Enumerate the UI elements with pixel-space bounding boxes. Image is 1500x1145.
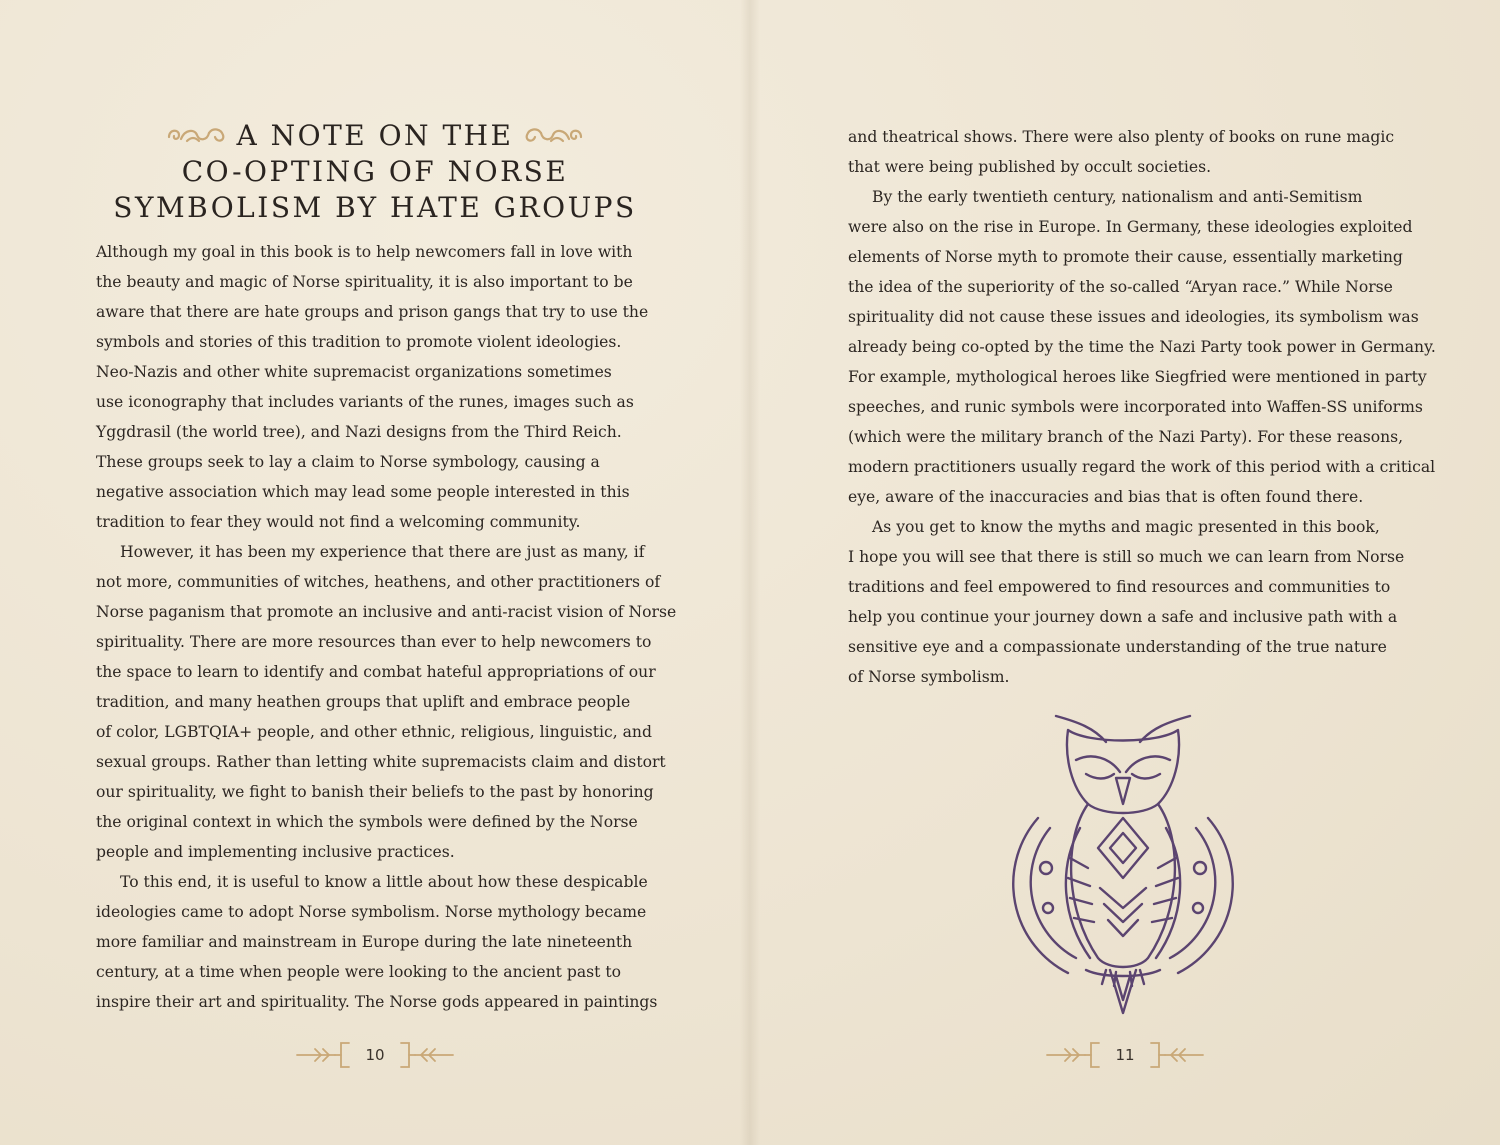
text-line: use iconography that includes variants of the runes, images such as [96, 393, 634, 411]
title-line-1-row [155, 119, 596, 152]
title-line-3: SYMBOLISM BY HATE GROUPS [113, 191, 637, 224]
right-title-ornament-icon [523, 123, 585, 147]
text-line: Norse paganism that promote an inclusive and anti-racist vision of Norse [96, 603, 677, 621]
text-line: of color, LGBTQIA+ people, and other ethnic, religious, linguistic, and [96, 723, 652, 741]
text-line: help you continue your journey down a safe and inclusive path with a [848, 608, 1398, 626]
title-line-1: A NOTE ON THE [236, 119, 514, 152]
text-line: eye, aware of the inaccuracies and bias that is often found there. [848, 488, 1364, 506]
page-number: 10 [365, 1046, 385, 1064]
text-line: tradition, and many heathen groups that uplift and embrace people [96, 693, 631, 711]
text-line: the beauty and magic of Norse spirituality, it is also important to be [96, 273, 633, 291]
text-line: century, at a time when people were looking to the ancient past to [96, 963, 622, 981]
text-line: spirituality did not cause these issues and ideologies, its symbolism was [848, 308, 1419, 326]
text-line: spirituality. There are more resources than ever to help newcomers to [96, 633, 652, 651]
text-line: To this end, it is useful to know a little about how these despicable [120, 873, 648, 891]
right-body-text [848, 122, 1448, 692]
text-line: As you get to know the myths and magic presented in this book, [872, 518, 1380, 536]
left-body-text [96, 237, 696, 1017]
text-line: the idea of the superiority of the so-called “Aryan race.” While Norse [848, 278, 1393, 296]
text-line: were also on the rise in Europe. In Germany, these ideologies exploited [848, 218, 1413, 236]
folio-left-ornament-icon [295, 1040, 353, 1070]
title-line-2: CO-OPTING OF NORSE [181, 155, 569, 188]
text-line: of Norse symbolism. [848, 668, 1010, 686]
text-line: people and implementing inclusive practices. [96, 843, 455, 861]
text-line: However, it has been my experience that there are just as many, if [120, 543, 645, 561]
text-line: inspire their art and spirituality. The Norse gods appeared in paintings [96, 993, 658, 1011]
text-line: Yggdrasil (the world tree), and Nazi designs from the Third Reich. [96, 423, 622, 441]
text-line: traditions and feel empowered to find resources and communities to [848, 578, 1391, 596]
text-line: symbols and stories of this tradition to promote violent ideologies. [96, 333, 622, 351]
left-page-folio [275, 1040, 475, 1070]
text-line: tradition to fear they would not find a welcoming community. [96, 513, 581, 531]
text-line: our spirituality, we fight to banish their beliefs to the past by honoring [96, 783, 654, 801]
page-number: 11 [1115, 1046, 1135, 1064]
text-line: These groups seek to lay a claim to Norse symbology, causing a [96, 453, 600, 471]
text-line: Neo-Nazis and other white supremacist organizations sometimes [96, 363, 612, 381]
text-line: elements of Norse myth to promote their cause, essentially marketing [848, 248, 1403, 266]
folio-right-ornament-icon [1147, 1040, 1205, 1070]
text-line: speeches, and runic symbols were incorporated into Waffen-SS uniforms [848, 398, 1423, 416]
text-line: sexual groups. Rather than letting white supremacists claim and distort [96, 753, 666, 771]
text-line: By the early twentieth century, nationalism and anti-Semitism [872, 188, 1363, 206]
text-line: more familiar and mainstream in Europe during the late nineteenth [96, 933, 633, 951]
right-page [750, 0, 1500, 1145]
text-line: (which were the military branch of the Nazi Party). For these reasons, [848, 428, 1404, 446]
text-line: aware that there are hate groups and prison gangs that try to use the [96, 303, 649, 321]
text-line: already being co-opted by the time the Nazi Party took power in Germany. [848, 338, 1436, 356]
left-title-ornament-icon [165, 123, 227, 147]
text-line: ideologies came to adopt Norse symbolism. Norse mythology became [96, 903, 647, 921]
text-line: the original context in which the symbols were defined by the Norse [96, 813, 638, 831]
folio-right-ornament-icon [397, 1040, 455, 1070]
folio-left-ornament-icon [1045, 1040, 1103, 1070]
owl-icon [998, 708, 1248, 1018]
right-page-folio [1025, 1040, 1225, 1070]
chapter-title [60, 118, 690, 226]
text-line: and theatrical shows. There were also plenty of books on rune magic [848, 128, 1395, 146]
text-line: I hope you will see that there is still so much we can learn from Norse [848, 548, 1405, 566]
text-line: For example, mythological heroes like Siegfried were mentioned in party [848, 368, 1427, 386]
text-line: sensitive eye and a compassionate understanding of the true nature [848, 638, 1387, 656]
text-line: Although my goal in this book is to help newcomers fall in love with [96, 243, 633, 261]
text-line: negative association which may lead some people interested in this [96, 483, 630, 501]
text-line: modern practitioners usually regard the work of this period with a critical [848, 458, 1436, 476]
text-line: the space to learn to identify and combat hateful appropriations of our [96, 663, 656, 681]
text-line: that were being published by occult societies. [848, 158, 1212, 176]
text-line: not more, communities of witches, heathens, and other practitioners of [96, 573, 661, 591]
